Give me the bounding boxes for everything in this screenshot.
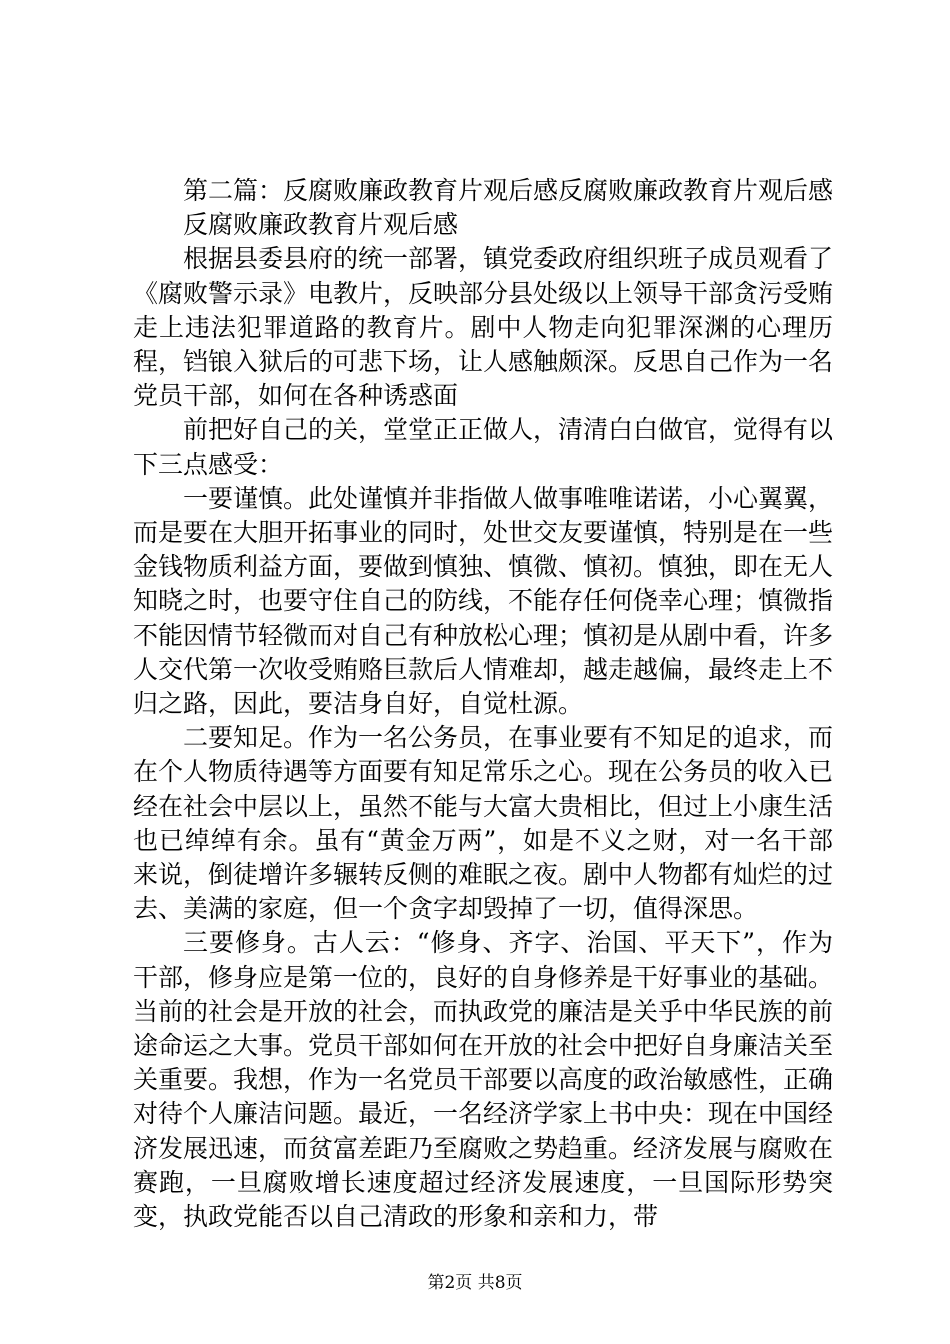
body-paragraph: 三要修身。古人云：“修身、齐字、治国、平天下”，作为干部，修身应是第一位的，良好的自身修养是干好事业的基础。当前的社会是开放的社会，而执政党的廉洁是关乎中华民族的前途命运之大事。党员干部如何在开放的社会中把好自身廉洁关至关重要。我想，作为一名党员干部要以高度的政治敏感性，正确对待个人廉洁问题。最近，一名经济学家上书中央：现在中国经济发展迅速，而贫富差距乃至腐败之势趋重。经济发展与腐败在赛跑，一旦腐败增长速度超过经济发展速度，一旦国际形势突变，执政党能否以自己清政的形象和亲和力，带: [133, 928, 834, 1232]
body-paragraph: 前把好自己的关，堂堂正正做人，清清白白做官，觉得有以下三点感受：: [133, 415, 834, 479]
body-paragraph: 根据县委县府的统一部署，镇党委政府组织班子成员观看了《腐败警示录》电教片，反映部分县处级以上领导干部贪污受贿走上违法犯罪道路的教育片。剧中人物走向犯罪深渊的心理历程，铛锒入狱后的可悲下场，让人感触颇深。反思自己作为一名党员干部，如何在各种诱惑面: [133, 244, 834, 411]
document-body: [133, 174, 833, 1234]
page-number-footer: 第2页 共8页: [427, 1273, 523, 1293]
body-paragraph: 二要知足。作为一名公务员，在事业要有不知足的追求，而在个人物质待遇等方面要有知足常乐之心。现在公务员的收入已经在社会中层以上，虽然不能与大富大贵相比，但过上小康生活也已绰绰有余。虽有“黄金万两”，如是不义之财，对一名干部来说，倒徒增许多辗转反侧的难眠之夜。剧中人物都有灿烂的过去、美满的家庭，但一个贪字却毁掉了一切，值得深思。: [133, 723, 834, 924]
subtitle-paragraph: 反腐败廉政教育片观后感: [183, 210, 459, 240]
heading-paragraph: 第二篇：反腐败廉政教育片观后感反腐败廉政教育片观后感: [183, 176, 834, 205]
body-paragraph: 一要谨慎。此处谨慎并非指做人做事唯唯诺诺，小心翼翼，而是要在大胆开拓事业的同时，处世交友要谨慎，特别是在一些金钱物质利益方面，要做到慎独、慎微、慎初。慎独，即在无人知晓之时，也要守住自己的防线，不能存任何侥幸心理；慎微指不能因情节轻微而对自己有种放松心理；慎初是从剧中看，许多人交代第一次收受贿赂巨款后人情难却，越走越偏，最终走上不归之路，因此，要洁身自好，自觉杜源。: [133, 483, 834, 719]
